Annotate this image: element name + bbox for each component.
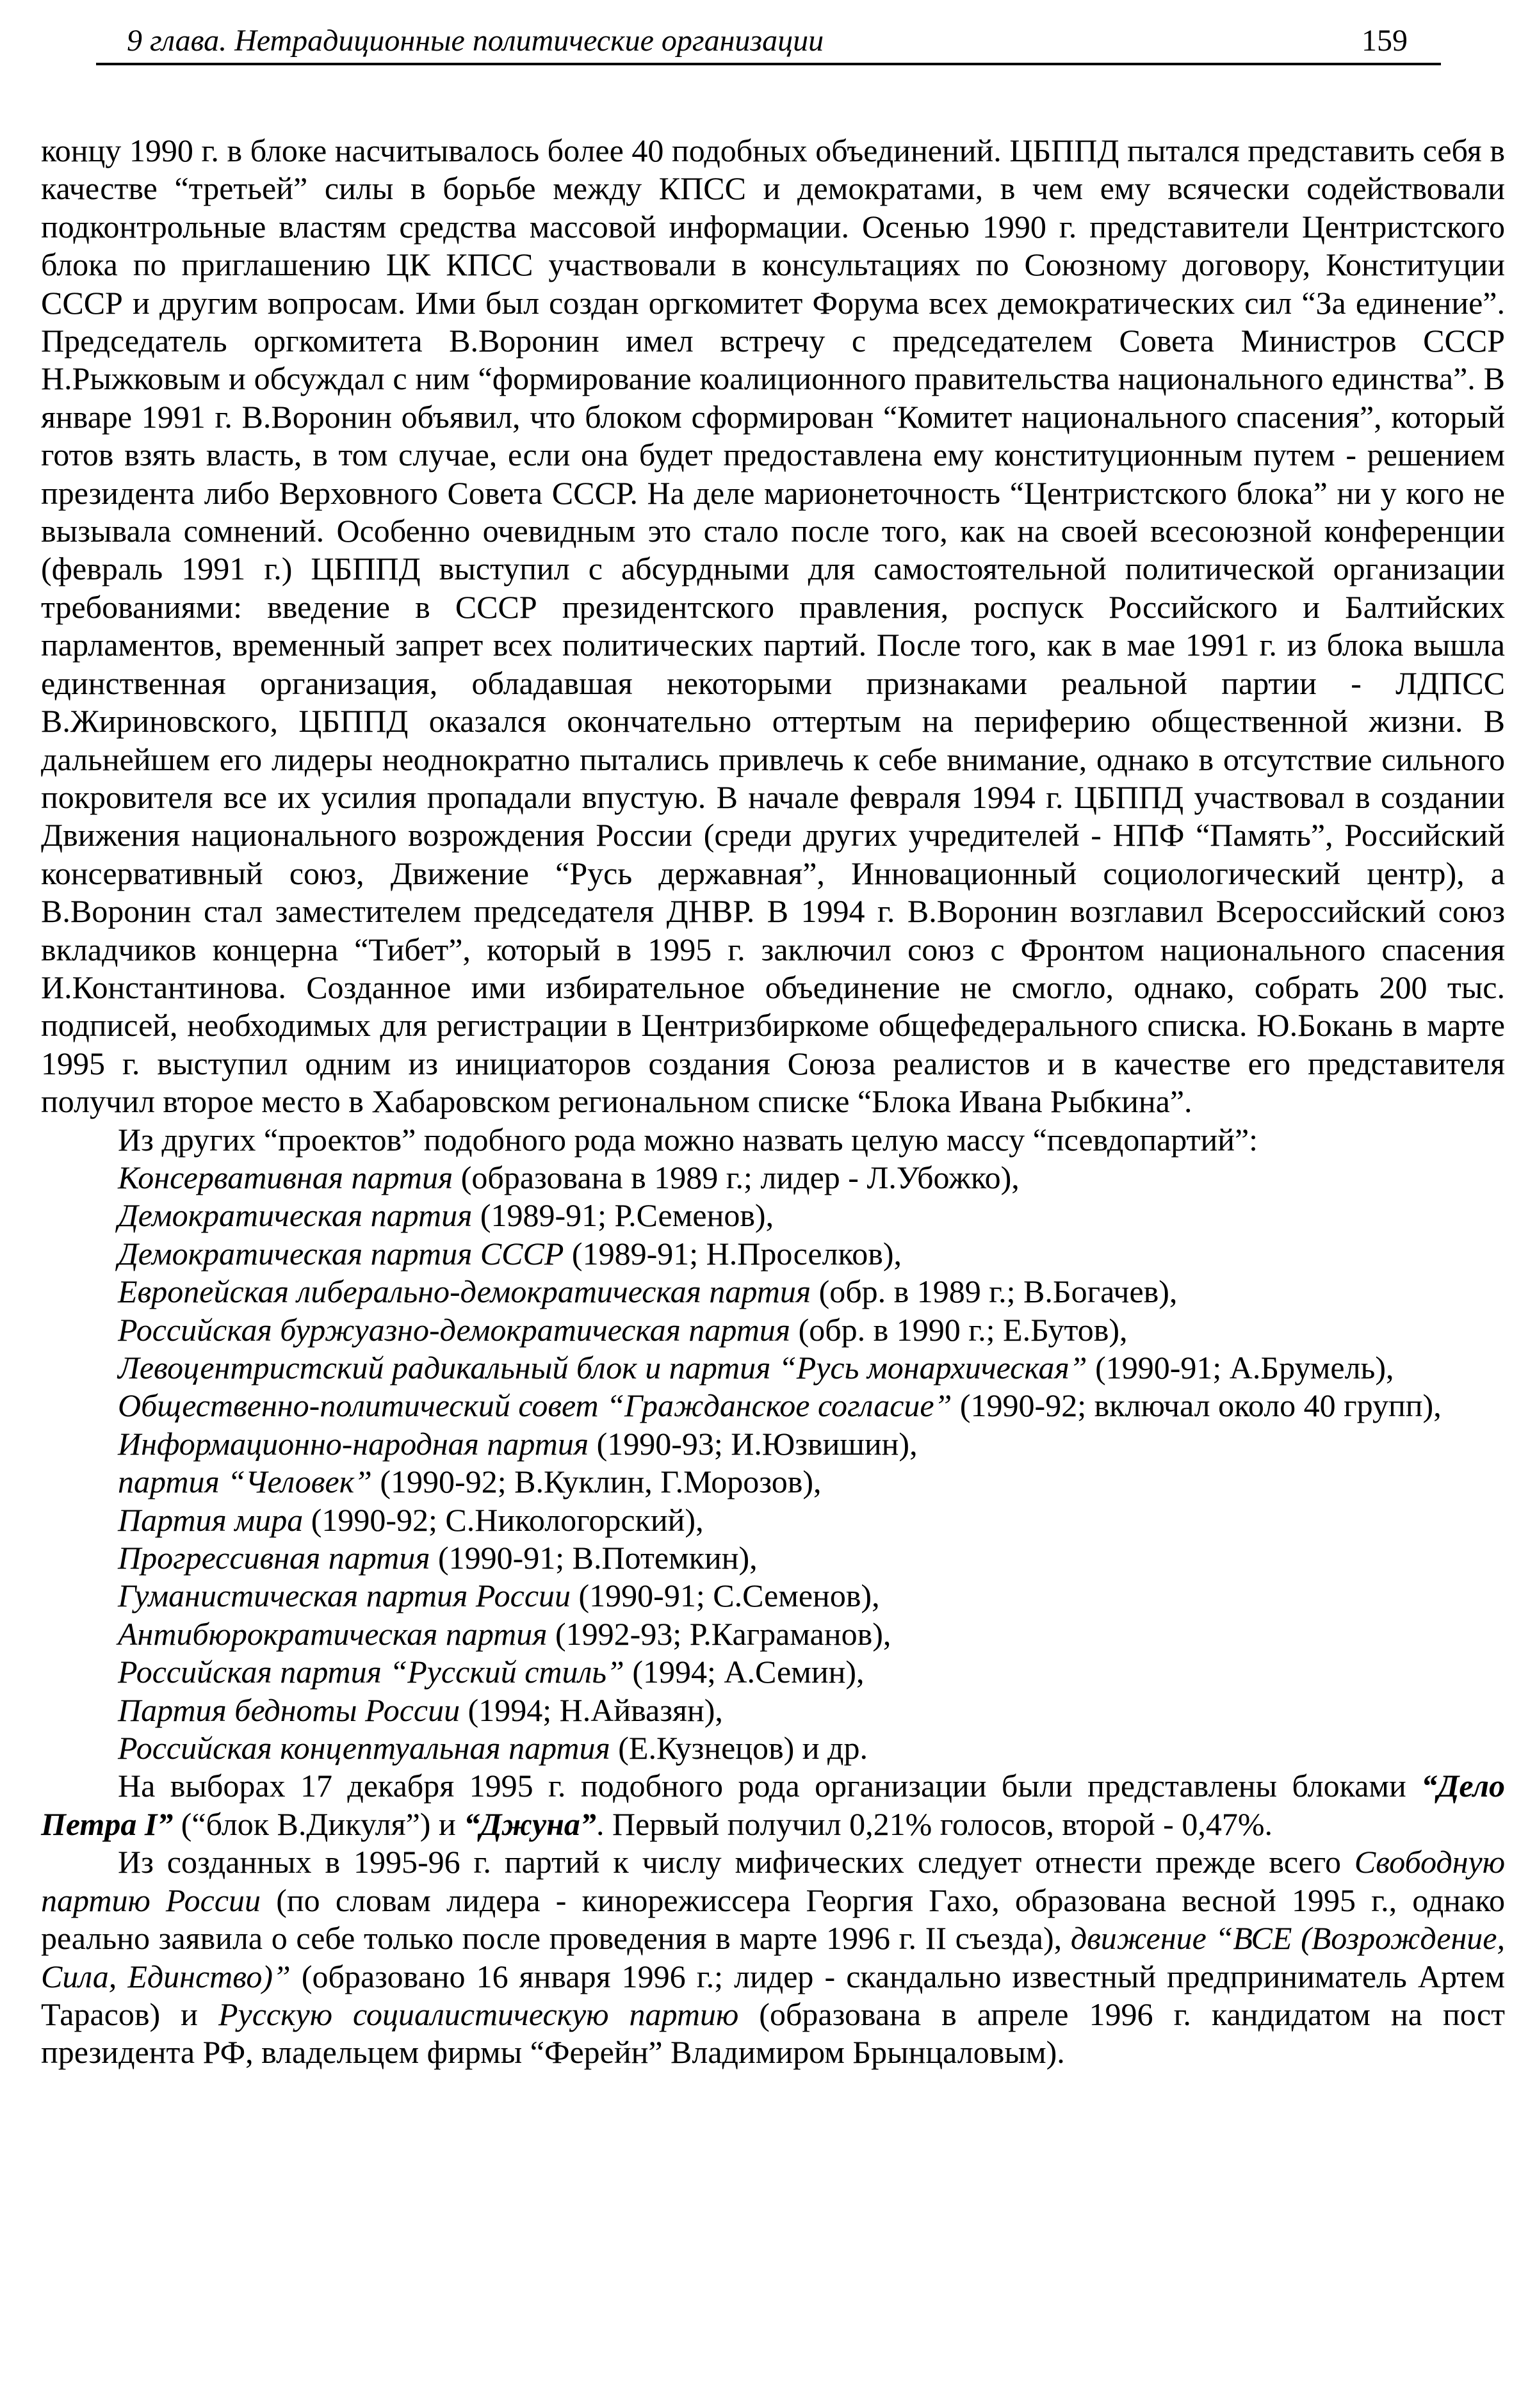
party-list-item [41,1577,1505,1615]
page-number: 159 [1362,24,1408,58]
final-party-3: Русскую социалистическую партию [218,1996,739,2032]
party-list-item [41,1273,1505,1311]
party-name: Партия мира [118,1501,304,1538]
final-party-2: движение “ВСЕ (Возрождение, Сила, Единство)” [41,1920,1505,1994]
final-text-4: (образована в апреле 1996 г. кандидатом на пост президента РФ, владельцем фирмы “Ферейн” Владимиром Брынцаловым). [41,1996,1505,2071]
bloc-delo-petra: “Дело Петра I” [41,1768,1505,1842]
final-paragraph [41,1843,1505,2071]
final-text-2: (по словам лидера - кинорежиссера Георгия Гахо, образована весной 1995 г., однако реально заявила о себе только после проведения в марте 1996 г. II съезда), [41,1882,1506,1957]
final-text-3: (образовано 16 января 1996 г.; лидер - скандально известный предприниматель Артем Тарасов) и [41,1958,1505,2032]
party-details: (Е.Кузнецов) и др. [610,1730,868,1766]
final-party-1: Свободную партию России [41,1844,1505,1918]
party-details: (1990-92; В.Куклин, Г.Морозов), [371,1464,822,1500]
party-list-item [41,1311,1505,1349]
party-list-item [41,1387,1505,1425]
party-details: (1990-92; С.Никологорский), [303,1501,704,1538]
elections-text-3: . Первый получил 0,21% голосов, второй - 0,47%. [596,1806,1273,1842]
party-details: (1990-91; В.Потемкин), [430,1540,758,1576]
party-name: Демократическая партия [118,1197,473,1234]
party-details: (обр. в 1989 г.; В.Богачев), [811,1273,1178,1310]
party-list [41,1159,1505,1768]
party-details: (1990-91; С.Семенов), [571,1578,880,1614]
page-body [41,132,1505,2072]
party-details: (1990-93; И.Юзвишин), [589,1425,918,1462]
party-list-item [41,1159,1505,1197]
bloc-dzhuna: “Джуна” [464,1806,596,1842]
party-details: (1992-93; Р.Каграманов), [547,1615,891,1652]
party-list-item [41,1501,1505,1539]
party-list-item [41,1197,1505,1234]
party-name: Российская партия “Русский стиль” [118,1654,624,1690]
running-title: 9 глава. Нетрадиционные политические организации [127,24,824,58]
party-details: (1990-92; включал около 40 групп), [952,1387,1442,1424]
elections-text-1: На выборах 17 декабря 1995 г. подобного рода организации были представлены блоками [118,1768,1422,1804]
party-name: Европейская либерально-демократическая партия [118,1273,811,1310]
elections-text-2: (“блок В.Дикуля”) и [173,1806,464,1842]
party-list-item [41,1235,1505,1273]
party-name: Консервативная партия [118,1159,453,1195]
list-intro: Из других “проектов” подобного рода можно назвать целую массу “псевдопартий”: [118,1121,1258,1158]
final-text-1: Из созданных в 1995-96 г. партий к числу мифических следует отнести прежде всего [118,1844,1354,1880]
party-name: партия “Человек” [118,1464,372,1500]
elections-paragraph [41,1767,1505,1843]
party-list-item [41,1425,1505,1463]
party-name: Левоцентристский радикальный блок и партия “Русь монархическая” [118,1350,1087,1386]
party-name: Антибюрократическая партия [118,1615,548,1652]
party-name: Прогрессивная партия [118,1540,430,1576]
party-details: (1994; А.Семин), [624,1654,865,1690]
party-details: (обр. в 1990 г.; Е.Бутов), [790,1311,1128,1348]
party-name: Общественно-политический совет “Гражданское согласие” [118,1387,952,1424]
party-list-item [41,1692,1505,1729]
intro-paragraph: концу 1990 г. в блоке насчитывалось более 40 подобных объединений. ЦБППД пытался представить себя в качестве “третьей” силы в борьбе между КПСС и демократами, в чем ему всячески содействовали подконтрольные властям средства массовой информации. Осенью 1990 г. представители Центристского блока по приглашению ЦК КПСС участвовали в консультациях по Союзному договору, Конституции СССР и другим вопросам. Ими был создан оргкомитет Форума всех демократических сил “За единение”. Председатель оргкомитета В.Воронин имел встречу с председателем Совета Министров СССР Н.Рыжковым и обсуждал с ним “формирование коалиционного правительства национального единства”. В январе 1991 г. В.Воронин объявил, что блоком сформирован “Комитет национального спасения”, который готов взять власть, в том случае, если она будет предоставлена ему конституционным путем - решением президента либо Верховного Совета СССР. На деле марионеточность “Центристского блока” ни у кого не вызывала сомнений. Особенно очевидным это стало после того, как на своей всесоюзной конференции (февраль 1991 г.) ЦБППД выступил с абсурдными для самостоятельной политической организации требованиями: введение в СССР президентского правления, роспуск Российского и Балтийских парламентов, временный запрет всех политических партий. После того, как в мае 1991 г. из блока вышла единственная организация, обладавшая некоторыми признаками реальной партии - ЛДПСС В.Жириновского, ЦБППД оказался окончательно оттертым на периферию общественной жизни. В дальнейшем его лидеры неоднократно пытались привлечь к себе внимание, однако в отсутствие сильного покровителя все их усилия пропадали впустую. В начале февраля 1994 г. ЦБППД участвовал в создании Движения национального возрождения России (среди других учредителей - НПФ “Память”, Российский консервативный союз, Движение “Русь державная”, Инновационный социологический центр), а В.Воронин стал заместителем председателя ДНВР. В 1994 г. В.Воронин возглавил Всероссийский союз вкладчиков концерна “Тибет”, который в 1995 г. заключил союз с Фронтом национального спасения И.Константинова. Созданное ими избирательное объединение не смогло, однако, собрать 200 тыс. подписей, необходимых для регистрации в Центризбиркоме общефедерального списка. Ю.Бокань в марте 1995 г. выступил одним из инициаторов создания Союза реалистов и в качестве его представителя получил второе место в Хабаровском региональном списке “Блока Ивана Рыбкина”. [41,133,1505,1120]
party-name: Демократическая партия СССР [118,1235,564,1272]
party-list-item [41,1653,1505,1691]
party-name: Партия бедноты России [118,1692,460,1728]
party-list-item [41,1615,1505,1653]
party-list-item [41,1349,1505,1387]
party-details: (1990-91; А.Брумель), [1087,1350,1394,1386]
party-name: Российская буржуазно-демократическая партия [118,1311,791,1348]
party-details: (1989-91; Н.Проселков), [564,1235,902,1272]
party-name: Российская концептуальная партия [118,1730,610,1766]
party-name: Гуманистическая партия России [118,1578,571,1614]
party-details: (1989-91; Р.Семенов), [472,1197,774,1234]
party-list-item [41,1729,1505,1767]
party-name: Информационно-народная партия [118,1425,589,1462]
party-details: (1994; Н.Айвазян), [460,1692,723,1728]
party-list-item [41,1463,1505,1501]
party-list-item [41,1539,1505,1577]
page-header [96,18,1441,65]
party-details: (образована в 1989 г.; лидер - Л.Убожко), [453,1159,1020,1195]
